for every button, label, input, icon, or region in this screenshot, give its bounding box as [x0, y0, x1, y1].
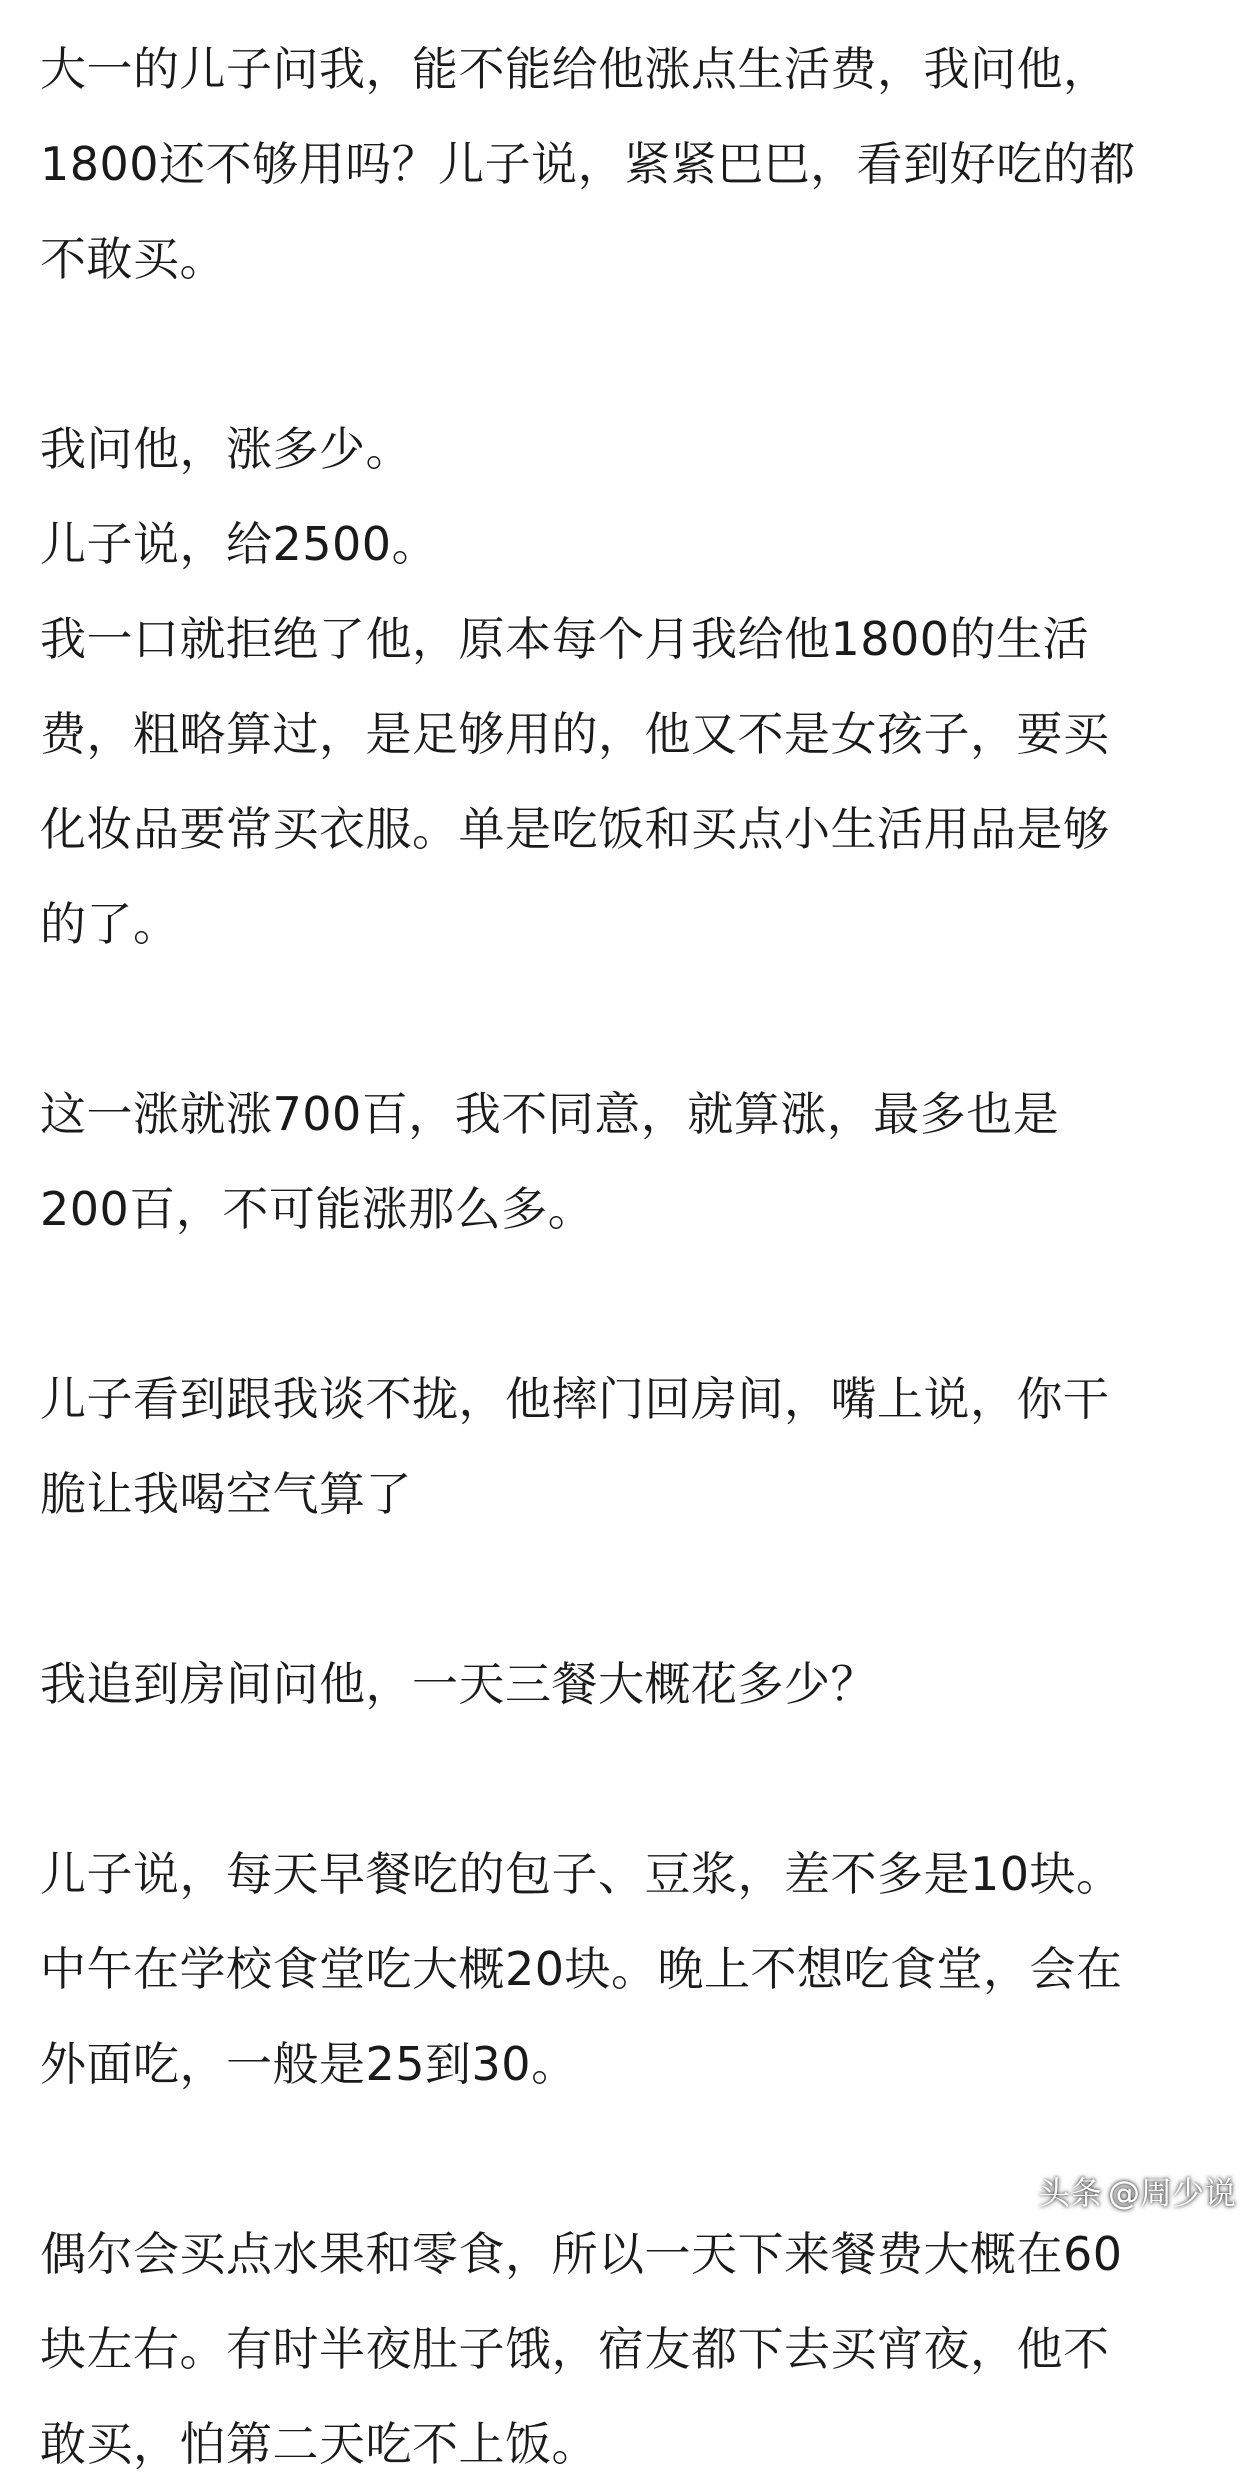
- text-line: 中午在学校食堂吃大概20块。晚上不想吃食堂，会在: [40, 1942, 1123, 1996]
- watermark-handle: @周少说: [1107, 2174, 1236, 2212]
- text-line: 化妆品要常买衣服。单是吃饭和买点小生活用品是够: [40, 802, 1110, 856]
- watermark-brand: 头条: [1037, 2174, 1102, 2212]
- text-line: 200百，不可能涨那么多。: [40, 1182, 595, 1236]
- text-line: 不敢买。: [40, 232, 226, 286]
- text-line: 外面吃，一般是25到30。: [40, 2037, 578, 2091]
- article-body: [40, 22, 1230, 2492]
- text-line: 偶尔会买点水果和零食，所以一天下来餐费大概在60: [40, 2227, 1123, 2281]
- source-watermark: [1038, 2168, 1236, 2214]
- text-line: 这一涨就涨700百，我不同意，就算涨，最多也是: [40, 1087, 1060, 1141]
- paragraph-3: [40, 1067, 1230, 1257]
- text-line: 儿子说，每天早餐吃的包子、豆浆，差不多是10块。: [40, 1847, 1123, 1901]
- text-line: 的了。: [40, 897, 180, 951]
- text-line: 我追到房间问他，一天三餐大概花多少？: [40, 1657, 877, 1711]
- paragraph-7: [40, 2207, 1230, 2492]
- text-line: 我问他，涨多少。: [40, 422, 412, 476]
- text-line: 1800还不够用吗？儿子说，紧紧巴巴，看到好吃的都: [40, 137, 1136, 191]
- text-line: 大一的儿子问我，能不能给他涨点生活费，我问他，: [40, 42, 1110, 96]
- paragraph-4: [40, 1352, 1230, 1542]
- text-line: 儿子看到跟我谈不拢，他摔门回房间，嘴上说，你干: [40, 1372, 1110, 1426]
- text-line: 敢买，怕第二天吃不上饭。: [40, 2417, 598, 2471]
- text-line: 脆让我喝空气算了: [40, 1467, 412, 1521]
- text-line: 块左右。有时半夜肚子饿，宿友都下去买宵夜，他不: [40, 2322, 1110, 2376]
- paragraph-1: [40, 22, 1230, 307]
- text-line: 我一口就拒绝了他，原本每个月我给他1800的生活: [40, 612, 1090, 666]
- paragraph-5: [40, 1637, 1230, 1732]
- paragraph-6: [40, 1827, 1230, 2112]
- text-line: 费，粗略算过，是足够用的，他又不是女孩子，要买: [40, 707, 1110, 761]
- paragraph-2: [40, 402, 1230, 972]
- text-line: 儿子说，给2500。: [40, 517, 439, 571]
